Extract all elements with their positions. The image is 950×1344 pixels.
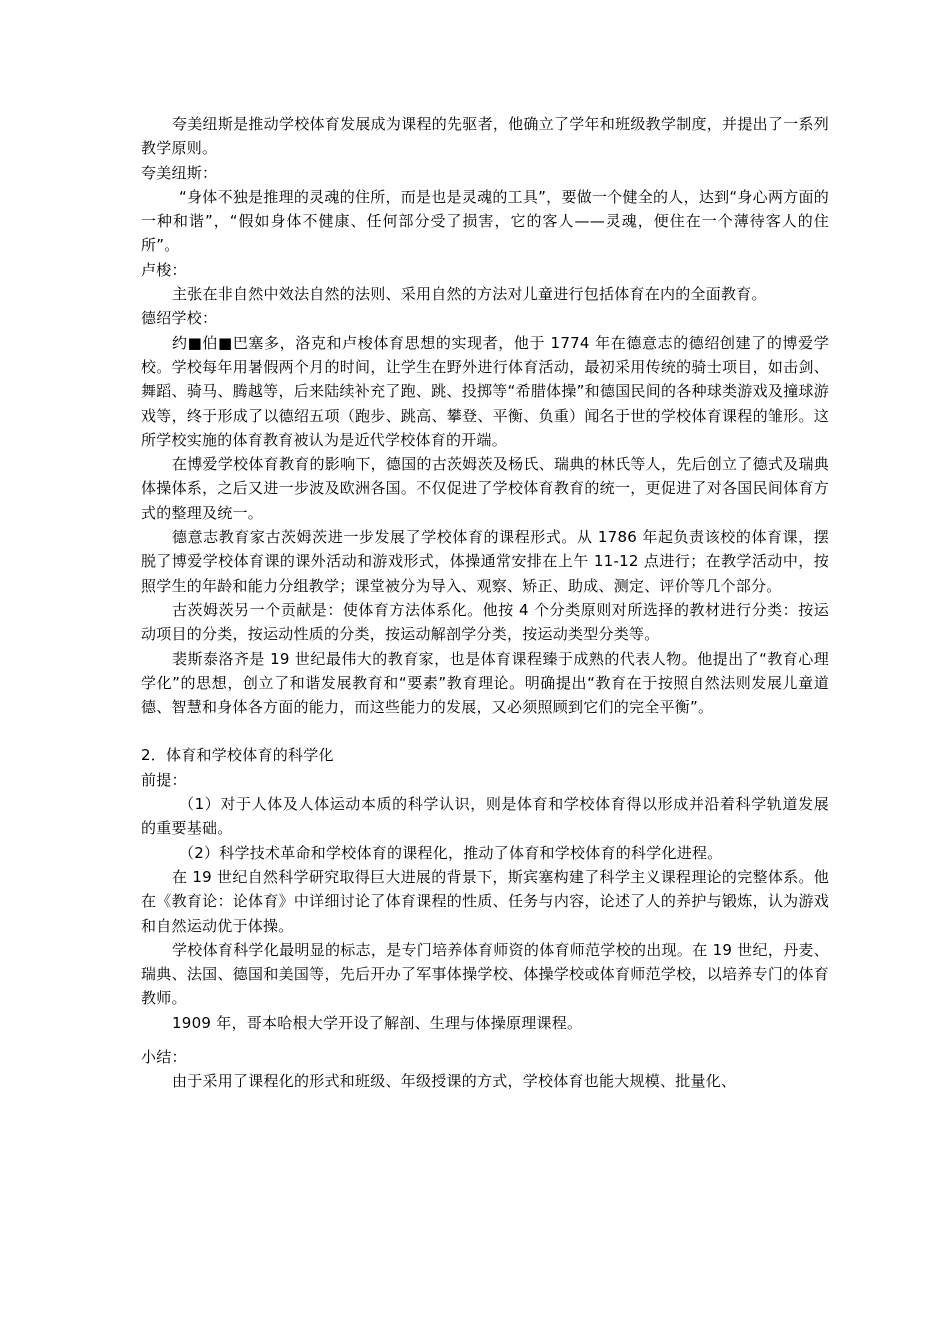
- paragraph-pestalozzi: 裴斯泰洛齐是 19 世纪最伟大的教育家，也是体育课程臻于成熟的代表人物。他提出了“教育心理学化”的思想，创立了和谐发展教育和“要素”教育理论。明确提出“教育在于按照自然法则发展儿童道德、智慧和身体各方面的能力，而这些能力的发展，又必须照顾到它们的完全平衡”。: [141, 649, 829, 717]
- paragraph-comenius-quote: “身体不独是推理的灵魂的住所，而是也是灵魂的工具”，要做一个健全的人，达到“身心两方面的一种和谐”，“假如身体不健康、任何部分受了损害，它的客人——灵魂，便住在一个薄待客人的住所”。: [141, 187, 829, 255]
- paragraph-rousseau: 主张在非自然中效法自然的法则、采用自然的方法对儿童进行包括体育在内的全面教育。: [172, 285, 767, 304]
- section-gap: [141, 719, 829, 743]
- paragraph-comenius-intro: 夸美纽斯是推动学校体育发展成为课程的先驱者，他确立了学年和班级教学制度，并提出了一系列教学原则。: [141, 115, 829, 158]
- heading-rousseau: 卢梭：: [141, 260, 187, 279]
- heading-dessau-school: 德绍学校：: [141, 309, 218, 328]
- paragraph-philanthropinum-influence: 在博爱学校体育教育的影响下，德国的古茨姆茨及杨氏、瑞典的林氏等人，先后创立了德式及瑞典体操体系，之后又进一步波及欧洲各国。不仅促进了学校体育教育的统一，更促进了对各国民间体育方式的整理及统一。: [141, 455, 829, 522]
- paragraph-premise-2: （2）科学技术革命和学校体育的课程化，推动了体育和学校体育的科学化进程。: [179, 843, 723, 862]
- paragraph-summary: 由于采用了课程化的形式和班级、年级授课的方式，学校体育也能大规模、批量化、: [172, 1072, 737, 1091]
- paragraph-gutsmuths-course: 德意志教育家古茨姆茨进一步发展了学校体育的课程形式。从 1786 年起负责该校的体育课，摆脱了博爱学校体育课的课外活动和游戏形式，体操通常安排在上午 11-12 点进行；在教学活动中，按照学生的年龄和能力分组教学；课堂被分为导入、观察、矫正、助成、测定、评价等几个部分。: [141, 528, 829, 595]
- paragraph-premise-1: （1）对于人体及人体运动本质的科学认识，则是体育和学校体育得以形成并沿着科学轨道发展的重要基础。: [141, 795, 829, 838]
- summary-gap: [141, 1035, 829, 1045]
- paragraph-copenhagen: 1909 年，哥本哈根大学开设了解剖、生理与体操原理课程。: [172, 1013, 583, 1032]
- paragraph-normal-schools: 学校体育科学化最明显的标志，是专门培养体育师资的体育师范学校的出现。在 19 世纪，丹麦、瑞典、法国、德国和美国等，先后开办了军事体操学校、体操学校或体育师范学校，以培养专门的体育教师。: [141, 940, 829, 1008]
- document-page: [141, 112, 829, 1094]
- paragraph-basedow: 约■伯■巴塞多，洛克和卢梭体育思想的实现者，他于 1774 年在德意志的德绍创建了的博爱学校。学校每年用暑假两个月的时间，让学生在野外进行体育活动，最初采用传统的骑士项目，如击剑、舞蹈、骑马、腾越等，后来陆续补充了跑、跳、投掷等“希腊体操”和德国民间的各种球类游戏及撞球游戏等，终于形成了以德绍五项（跑步、跳高、攀登、平衡、负重）闻名于世的学校体育课程的雏形。这所学校实施的体育教育被认为是近代学校体育的开端。: [141, 333, 829, 449]
- paragraph-spencer: 在 19 世纪自然科学研究取得巨大进展的背景下，斯宾塞构建了科学主义课程理论的完整体系。他在《教育论：论体育》中详细讨论了体育课程的性质、任务与内容，论述了人的养护与锻炼，认为游戏和自然运动优于体操。: [141, 867, 829, 935]
- heading-summary: 小结：: [141, 1047, 187, 1066]
- heading-premise: 前提：: [141, 770, 187, 789]
- section-heading-scientification: 2．体育和学校体育的科学化: [141, 746, 334, 765]
- paragraph-gutsmuths-contribution: 古茨姆茨另一个贡献是：使体育方法体系化。他按 4 个分类原则对所选择的教材进行分类：按运动项目的分类，按运动性质的分类，按运动解剖学分类，按运动类型分类等。: [141, 600, 829, 644]
- heading-comenius: 夸美纽斯：: [141, 163, 218, 182]
